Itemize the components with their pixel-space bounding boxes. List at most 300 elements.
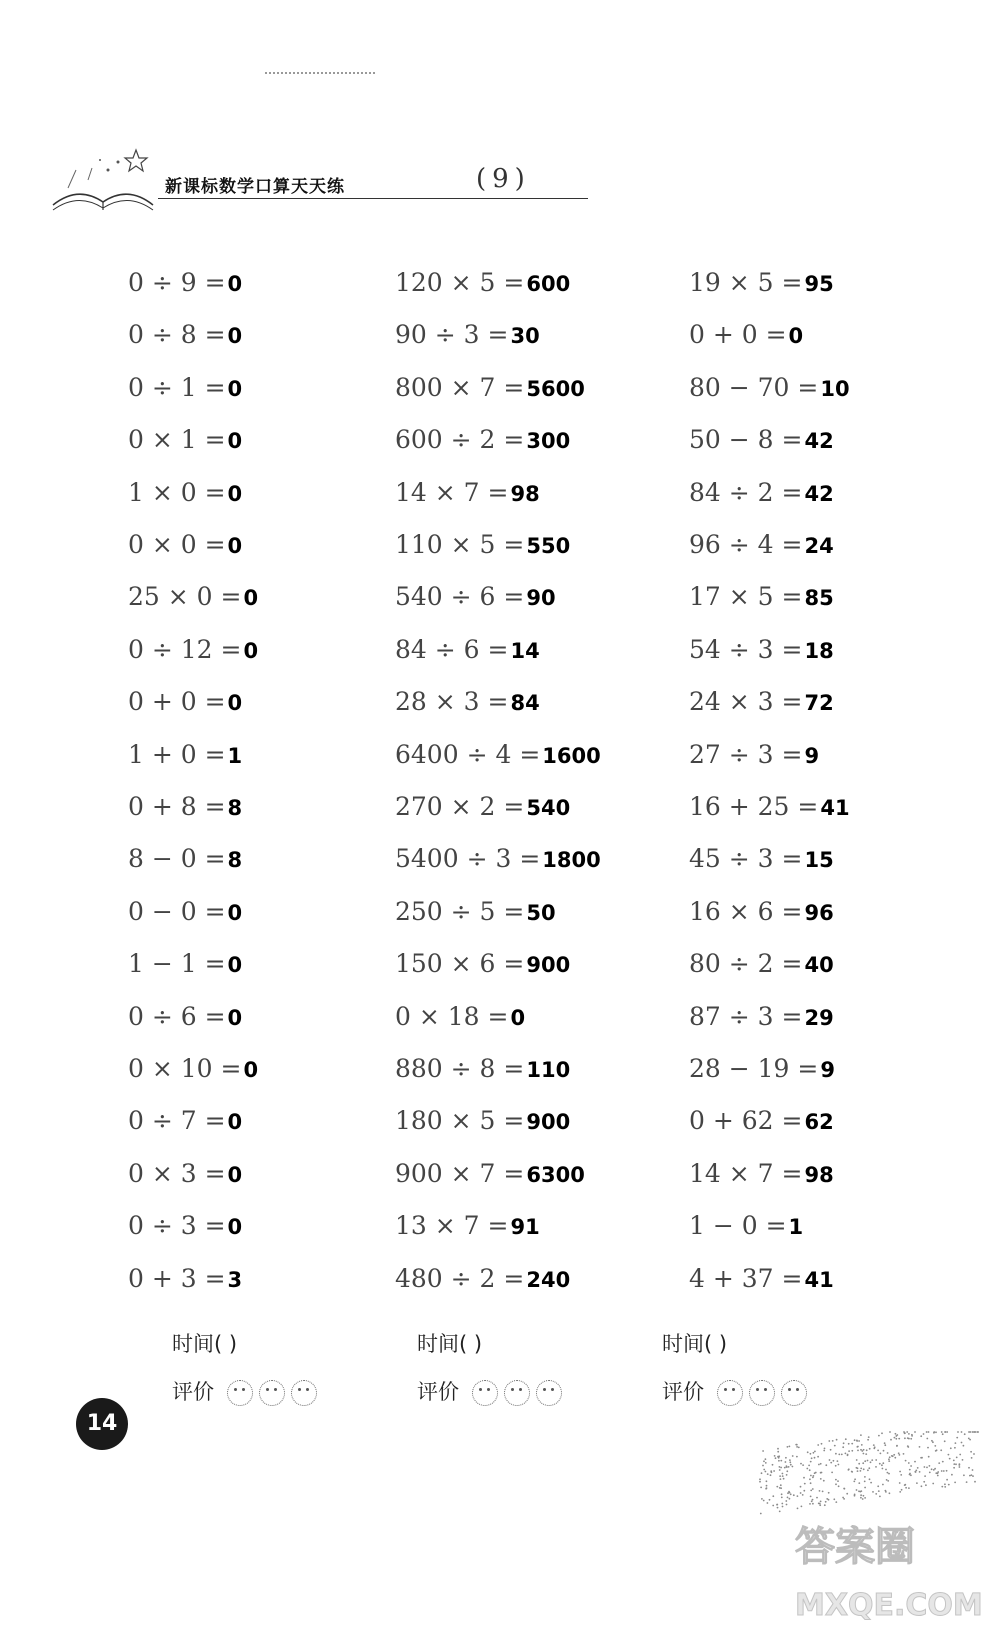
- speckle-dot: [766, 1485, 768, 1487]
- speckle-dot: [773, 1470, 775, 1472]
- speckle-dot: [948, 1484, 950, 1486]
- problem-expression: 1 − 1 =: [128, 949, 226, 979]
- speckle-dot: [877, 1485, 879, 1487]
- handwritten-answer: 14: [510, 638, 540, 663]
- speckle-dot: [867, 1439, 869, 1441]
- speckle-dot: [775, 1457, 777, 1459]
- speckle-dot: [785, 1461, 787, 1463]
- speckle-dot: [798, 1447, 800, 1449]
- speckle-dot: [909, 1469, 911, 1471]
- problem-row: [395, 949, 570, 989]
- speckle-dot: [888, 1460, 890, 1462]
- speckle-dot: [879, 1496, 881, 1498]
- watermark-logo: [710, 1515, 990, 1625]
- problem-expression: 0 + 3 =: [128, 1263, 226, 1293]
- handwritten-answer: 9: [820, 1058, 835, 1082]
- speckle-dot: [786, 1504, 788, 1506]
- speckle-dot: [959, 1454, 961, 1456]
- speckle-dot: [934, 1445, 936, 1447]
- speckle-dot: [863, 1453, 865, 1455]
- problem-row: [128, 1054, 258, 1094]
- speckle-dot: [851, 1443, 853, 1445]
- speckle-dot: [793, 1494, 795, 1496]
- speckle-dot: [834, 1445, 836, 1447]
- speckle-dot: [838, 1454, 840, 1456]
- speckle-dot: [810, 1475, 812, 1477]
- speckle-dot: [974, 1431, 976, 1433]
- page-header: [48, 140, 608, 220]
- problem-row: [128, 1159, 242, 1199]
- problem-expression: 19 × 5 =: [689, 268, 803, 297]
- speckle-dot: [847, 1454, 849, 1456]
- speckle-dot: [957, 1431, 959, 1433]
- handwritten-answer: 0: [227, 324, 243, 349]
- problem-expression: 87 ÷ 3 =: [689, 1001, 803, 1031]
- speckle-dot: [880, 1453, 882, 1455]
- handwritten-answer: 10: [820, 376, 850, 401]
- speckle-dot: [933, 1431, 935, 1433]
- speckle-dot: [908, 1462, 910, 1464]
- speckle-dot: [761, 1498, 763, 1500]
- speckle-dot: [759, 1481, 761, 1483]
- problem-row: [128, 373, 242, 413]
- problem-row: [128, 1002, 242, 1042]
- speckle-dot: [810, 1482, 812, 1484]
- problem-row: [689, 844, 834, 884]
- speckle-dot: [787, 1446, 789, 1448]
- speckle-dot: [841, 1454, 843, 1456]
- speckle-dot: [813, 1452, 815, 1454]
- speckle-dot: [818, 1464, 820, 1466]
- speckle-dot: [806, 1468, 808, 1470]
- time-field-2: 时间( ): [417, 1332, 483, 1356]
- problem-expression: 120 × 5 =: [395, 268, 525, 297]
- speckle-dot: [848, 1443, 850, 1445]
- speckle-dot: [951, 1474, 953, 1476]
- problem-expression: 0 × 10 =: [128, 1054, 242, 1083]
- problem-row: [395, 792, 570, 832]
- speckle-dot: [832, 1440, 834, 1442]
- speckle-dot: [860, 1497, 862, 1499]
- speckle-dot: [772, 1464, 774, 1466]
- speckle-dot: [812, 1488, 814, 1490]
- handwritten-answer: 18: [804, 638, 834, 663]
- speckle-dot: [893, 1454, 895, 1456]
- problem-row: [395, 1002, 525, 1042]
- problem-expression: 80 ÷ 2 =: [689, 949, 803, 979]
- handwritten-answer: 72: [804, 691, 834, 716]
- speckle-dot: [833, 1498, 835, 1500]
- speckle-dot: [846, 1493, 848, 1495]
- speckle-dot: [810, 1490, 812, 1492]
- handwritten-answer: 40: [804, 953, 834, 978]
- speckle-dot: [872, 1491, 874, 1493]
- speckle-dot: [910, 1465, 912, 1467]
- problem-row: [128, 320, 242, 360]
- speckle-dot: [924, 1466, 926, 1468]
- speckle-dot: [802, 1494, 804, 1496]
- speckle-dot: [923, 1481, 925, 1483]
- speckle-dot: [789, 1461, 791, 1463]
- speckle-dot: [767, 1502, 769, 1504]
- lesson-number: (9): [476, 164, 531, 194]
- speckle-dot: [779, 1511, 781, 1513]
- speckle-dot: [944, 1431, 946, 1433]
- problem-row: [395, 1159, 585, 1199]
- speckle-dot: [856, 1459, 858, 1461]
- speckle-dot: [825, 1501, 827, 1503]
- speckle-dot: [887, 1480, 889, 1482]
- problem-expression: 250 ÷ 5 =: [395, 896, 525, 926]
- handwritten-answer: 0: [227, 429, 243, 454]
- speckle-dot: [935, 1450, 937, 1452]
- problem-expression: 900 × 7 =: [395, 1158, 525, 1188]
- handwritten-answer: 41: [804, 1267, 834, 1292]
- handwritten-answer: 0: [243, 586, 259, 611]
- speckle-dot: [835, 1483, 837, 1485]
- speckle-dot: [946, 1431, 948, 1433]
- speckle-dot: [796, 1444, 798, 1446]
- problem-row: [395, 844, 601, 884]
- problem-row: [395, 582, 556, 622]
- speckle-dot: [961, 1442, 963, 1444]
- problem-expression: 0 × 0 =: [128, 530, 226, 559]
- problem-row: [689, 687, 834, 727]
- speckle-dot: [763, 1500, 765, 1502]
- speckle-dot: [907, 1446, 909, 1448]
- speckle-dot: [972, 1475, 974, 1477]
- speckle-dot: [842, 1446, 844, 1448]
- speckle-dot: [971, 1457, 973, 1459]
- problem-row: [689, 582, 834, 622]
- speckle-dot: [944, 1486, 946, 1488]
- problem-expression: 13 × 7 =: [395, 1211, 509, 1241]
- speckle-dot: [800, 1486, 802, 1488]
- speckle-dot: [765, 1471, 767, 1473]
- rating-field-1: 评价: [172, 1376, 323, 1406]
- speckle-dot: [853, 1481, 855, 1483]
- speckle-dot: [786, 1474, 788, 1476]
- speckle-dot: [871, 1459, 873, 1461]
- speckle-dot: [869, 1448, 871, 1450]
- problem-expression: 50 − 8 =: [689, 425, 803, 455]
- problem-expression: 17 × 5 =: [689, 582, 803, 612]
- speckle-dot: [889, 1492, 891, 1494]
- problem-expression: 1 − 0 =: [689, 1211, 787, 1241]
- handwritten-answer: 29: [804, 1005, 834, 1030]
- speckle-dot: [923, 1433, 925, 1435]
- problem-expression: 1 × 0 =: [128, 477, 226, 507]
- speckle-dot: [968, 1431, 970, 1433]
- handwritten-answer: 0: [227, 1110, 243, 1135]
- speckle-dot: [790, 1464, 792, 1466]
- speckle-dot: [863, 1495, 865, 1497]
- speckle-dot: [891, 1455, 893, 1457]
- speckle-dot: [796, 1446, 798, 1448]
- handwritten-answer: 0: [227, 1215, 243, 1240]
- speckle-dot: [865, 1453, 867, 1455]
- speckle-dot: [953, 1463, 955, 1465]
- speckle-dot: [819, 1504, 821, 1506]
- speckle-dot: [961, 1431, 963, 1433]
- speckle-dot: [857, 1470, 859, 1472]
- speckle-dot: [830, 1449, 832, 1451]
- speckle-dot: [785, 1457, 787, 1459]
- problem-expression: 0 + 8 =: [128, 792, 226, 821]
- problem-row: [395, 635, 540, 675]
- problem-row: [689, 740, 819, 780]
- speckle-dot: [878, 1435, 880, 1437]
- speckle-dot: [770, 1474, 772, 1476]
- problem-expression: 80 − 70 =: [689, 372, 819, 402]
- speckle-dot: [803, 1490, 805, 1492]
- problem-row: [395, 1054, 570, 1094]
- speckle-dot: [823, 1480, 825, 1482]
- speckle-dot: [949, 1458, 951, 1460]
- speckle-dot: [882, 1468, 884, 1470]
- speckle-dot: [866, 1449, 868, 1451]
- problem-row: [689, 268, 834, 308]
- problem-row: [395, 425, 570, 465]
- speckle-dot: [908, 1487, 910, 1489]
- smile-face-icon: [472, 1380, 498, 1406]
- speckle-dot: [867, 1460, 869, 1462]
- speckle-dot: [953, 1467, 955, 1469]
- speckle-dot: [969, 1475, 971, 1477]
- problem-row: [689, 1211, 803, 1251]
- handwritten-answer: 0: [227, 272, 243, 296]
- book-title: 新课标数学口算天天练: [165, 177, 345, 197]
- problem-row: [128, 949, 242, 989]
- handwritten-answer: 0: [227, 376, 243, 401]
- speckle-dot: [763, 1460, 765, 1462]
- speckle-dot: [817, 1456, 819, 1458]
- problem-row: [689, 792, 850, 832]
- speckle-dot: [887, 1452, 889, 1454]
- svg-text:答案圈: 答案圈: [795, 1524, 915, 1570]
- problem-row: [128, 1106, 242, 1146]
- speckle-dot: [774, 1455, 776, 1457]
- speckle-dot: [972, 1431, 974, 1433]
- problem-row: [128, 1264, 242, 1304]
- speckle-dot: [899, 1491, 901, 1493]
- problem-row: [128, 687, 242, 727]
- speckle-dot: [854, 1495, 856, 1497]
- speckle-dot: [788, 1466, 790, 1468]
- speckle-dot: [864, 1481, 866, 1483]
- speckle-dot: [819, 1503, 821, 1505]
- speckle-dot: [781, 1497, 783, 1499]
- speckle-dot: [777, 1456, 779, 1458]
- speckle-dot: [843, 1488, 845, 1490]
- problem-row: [395, 1264, 570, 1304]
- problem-row: [689, 1054, 835, 1094]
- speckle-dot: [885, 1491, 887, 1493]
- handwritten-answer: 1: [788, 1215, 804, 1240]
- problem-row: [395, 897, 556, 937]
- speckle-dot: [904, 1432, 906, 1434]
- speckle-dot: [817, 1444, 819, 1446]
- speckle-dot: [901, 1489, 903, 1491]
- speckle-dot: [810, 1461, 812, 1463]
- speckle-dot: [858, 1482, 860, 1484]
- handwritten-answer: 30: [510, 324, 540, 349]
- problem-expression: 800 × 7 =: [395, 372, 525, 402]
- handwritten-answer: 550: [526, 534, 571, 558]
- speckle-dot: [974, 1481, 976, 1483]
- problem-row: [395, 1211, 540, 1251]
- speckle-dot: [779, 1475, 781, 1477]
- problem-expression: 270 × 2 =: [395, 792, 525, 821]
- speckle-dot: [800, 1463, 802, 1465]
- speckle-dot: [851, 1471, 853, 1473]
- speckle-dot: [779, 1466, 781, 1468]
- speckle-dot: [837, 1460, 839, 1462]
- speckle-dot: [953, 1460, 955, 1462]
- speckle-dot: [937, 1475, 939, 1477]
- problem-expression: 600 ÷ 2 =: [395, 425, 525, 455]
- speckle-dot: [762, 1465, 764, 1467]
- smile-face-icon: [717, 1380, 743, 1406]
- speckle-dot: [914, 1431, 916, 1433]
- speckle-dot: [890, 1439, 892, 1441]
- speckle-dot: [888, 1473, 890, 1475]
- problem-row: [128, 635, 258, 675]
- speckle-dot: [864, 1460, 866, 1462]
- speckle-dot: [926, 1438, 928, 1440]
- speckle-dot: [814, 1472, 816, 1474]
- speckle-dot: [887, 1472, 889, 1474]
- top-dotted-line: [265, 72, 375, 74]
- speckle-dot: [878, 1490, 880, 1492]
- speckle-dot: [946, 1470, 948, 1472]
- problem-row: [689, 1106, 834, 1146]
- speckle-dot: [767, 1473, 769, 1475]
- handwritten-answer: 0: [243, 1058, 259, 1082]
- speckle-dot: [845, 1438, 847, 1440]
- speckle-dot: [789, 1446, 791, 1448]
- handwritten-answer: 1: [227, 743, 243, 768]
- problem-expression: 27 ÷ 3 =: [689, 739, 803, 769]
- speckle-dot: [790, 1493, 792, 1495]
- speckle-dot: [779, 1487, 781, 1489]
- problem-row: [128, 478, 242, 518]
- handwritten-answer: 0: [510, 1005, 526, 1030]
- speckle-dot: [769, 1499, 771, 1501]
- speckle-dot: [958, 1464, 960, 1466]
- problem-row: [128, 1211, 242, 1251]
- speckle-dot: [843, 1442, 845, 1444]
- speckle-dot: [895, 1435, 897, 1437]
- handwritten-answer: 600: [526, 272, 571, 296]
- speckle-dot: [770, 1470, 772, 1472]
- speckle-dot: [956, 1457, 958, 1459]
- speckle-dot: [898, 1438, 900, 1440]
- speckle-dot: [824, 1504, 826, 1506]
- problem-expression: 0 ÷ 6 =: [128, 1001, 226, 1031]
- speckle-dot: [802, 1464, 804, 1466]
- speckle-dot: [905, 1487, 907, 1489]
- speckle-dot: [874, 1446, 876, 1448]
- speckle-dot: [927, 1447, 929, 1449]
- handwritten-answer: 3: [227, 1267, 243, 1292]
- speckle-dot: [956, 1437, 958, 1439]
- speckle-dot: [860, 1449, 862, 1451]
- speckle-dot: [904, 1484, 906, 1486]
- speckle-dot: [796, 1456, 798, 1458]
- problem-row: [128, 740, 242, 780]
- speckle-dot: [895, 1438, 897, 1440]
- problem-expression: 180 × 5 =: [395, 1106, 525, 1136]
- speckle-dot: [894, 1457, 896, 1459]
- speckle-dot: [900, 1474, 902, 1476]
- speckle-dot: [781, 1503, 783, 1505]
- problem-expression: 1 + 0 =: [128, 739, 226, 769]
- handwritten-answer: 0: [227, 953, 243, 978]
- speckle-dot: [829, 1459, 831, 1461]
- speckle-dot: [875, 1459, 877, 1461]
- handwritten-answer: 62: [804, 1110, 834, 1135]
- speckle-dot: [942, 1461, 944, 1463]
- header-underline: [158, 198, 588, 199]
- speckle-dot: [944, 1483, 946, 1485]
- speckle-dot: [763, 1469, 765, 1471]
- speckle-dot: [858, 1490, 860, 1492]
- speckle-dot: [972, 1469, 974, 1471]
- handwritten-answer: 42: [804, 481, 834, 506]
- speckle-dot: [828, 1492, 830, 1494]
- problem-expression: 480 ÷ 2 =: [395, 1263, 525, 1293]
- speckle-dot: [973, 1453, 975, 1455]
- speckle-dot: [761, 1472, 763, 1474]
- problem-row: [689, 478, 834, 518]
- speckle-dot: [860, 1468, 862, 1470]
- speckle-dot: [921, 1457, 923, 1459]
- speckle-dot: [780, 1484, 782, 1486]
- speckle-dot: [856, 1446, 858, 1448]
- speckle-dot: [919, 1446, 921, 1448]
- speckle-dot: [929, 1472, 931, 1474]
- speckle-dot: [940, 1449, 942, 1451]
- handwritten-answer: 0: [227, 481, 243, 506]
- speckle-dot: [946, 1479, 948, 1481]
- speckle-dot: [825, 1464, 827, 1466]
- speckle-dot: [819, 1490, 821, 1492]
- problem-expression: 0 − 0 =: [128, 896, 226, 926]
- speckle-dot: [851, 1450, 853, 1452]
- speckle-dot: [879, 1463, 881, 1465]
- speckle-dot: [812, 1499, 814, 1501]
- problem-row: [395, 478, 540, 518]
- speckle-dot: [809, 1503, 811, 1505]
- speckle-dot: [835, 1479, 837, 1481]
- speckle-dot: [772, 1495, 774, 1497]
- handwritten-answer: 240: [526, 1267, 571, 1292]
- speckle-dot: [792, 1455, 794, 1457]
- speckle-dot: [814, 1451, 816, 1453]
- speckle-dot: [877, 1450, 879, 1452]
- speckle-dot: [948, 1454, 950, 1456]
- problem-row: [689, 530, 834, 570]
- speckle-dot: [860, 1490, 862, 1492]
- handwritten-answer: 90: [526, 586, 556, 611]
- problem-expression: 6400 ÷ 4 =: [395, 739, 541, 769]
- speckle-dot: [777, 1451, 779, 1453]
- speckle-dot: [906, 1431, 908, 1433]
- speckle-dot: [828, 1440, 830, 1442]
- speckle-dot: [864, 1487, 866, 1489]
- handwritten-answer: 15: [804, 848, 834, 873]
